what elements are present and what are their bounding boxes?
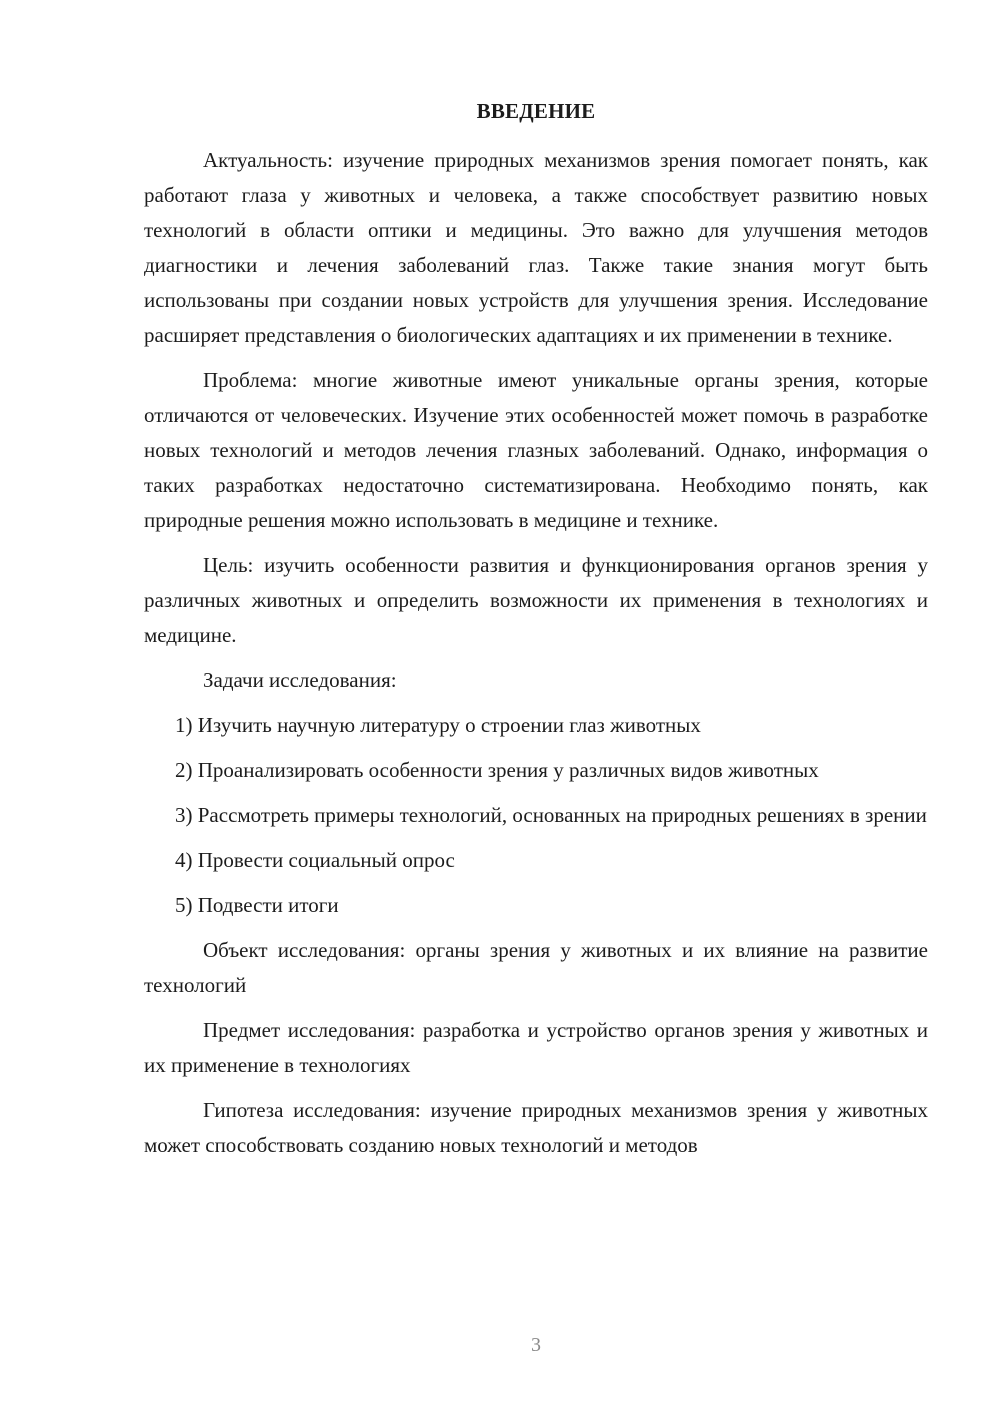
task-item: 3) Рассмотреть примеры технологий, основанных на природных решениях в зрении: [175, 803, 927, 827]
section-title: ВВЕДЕНИЕ: [476, 99, 596, 123]
tasks-heading: Задачи исследования:: [203, 668, 397, 692]
paragraph-goal: Цель: изучить особенности развития и функционирования органов зрения у различных животных и определить возможности их применения в технологиях и медицине.: [144, 553, 928, 647]
task-item: 1) Изучить научную литературу о строении глаз животных: [175, 713, 701, 737]
paragraph-object: Объект исследования: органы зрения у животных и их влияние на развитие технологий: [144, 938, 928, 997]
document-body: [144, 143, 928, 1163]
page-number: 3: [531, 1334, 541, 1356]
task-item: 5) Подвести итоги: [175, 893, 339, 917]
paragraph-problem: Проблема: многие животные имеют уникальные органы зрения, которые отличаются от человеческих. Изучение этих особенностей может помочь в разработке новых технологий и методов лечения глазных заболеваний. Однако, информация о таких разработках недостаточно систематизирована. Необходимо понять, как природные решения можно использовать в медицине и технике.: [144, 368, 928, 532]
task-item: 4) Провести социальный опрос: [175, 848, 455, 872]
task-item: 2) Проанализировать особенности зрения у различных видов животных: [175, 758, 819, 782]
paragraph-relevance: Актуальность: изучение природных механизмов зрения помогает понять, как работают глаза у животных и человека, а также способствует развитию новых технологий в области оптики и медицины. Это важно для улучшения методов диагностики и лечения заболеваний глаз. Также такие знания могут быть использованы при создании новых устройств для улучшения зрения. Исследование расширяет представления о биологических адаптациях и их применении в технике.: [144, 148, 928, 347]
paragraph-subject: Предмет исследования: разработка и устройство органов зрения у животных и их применение в технологиях: [144, 1018, 928, 1077]
paragraph-hypothesis: Гипотеза исследования: изучение природных механизмов зрения у животных может способствовать созданию новых технологий и методов: [144, 1098, 928, 1157]
